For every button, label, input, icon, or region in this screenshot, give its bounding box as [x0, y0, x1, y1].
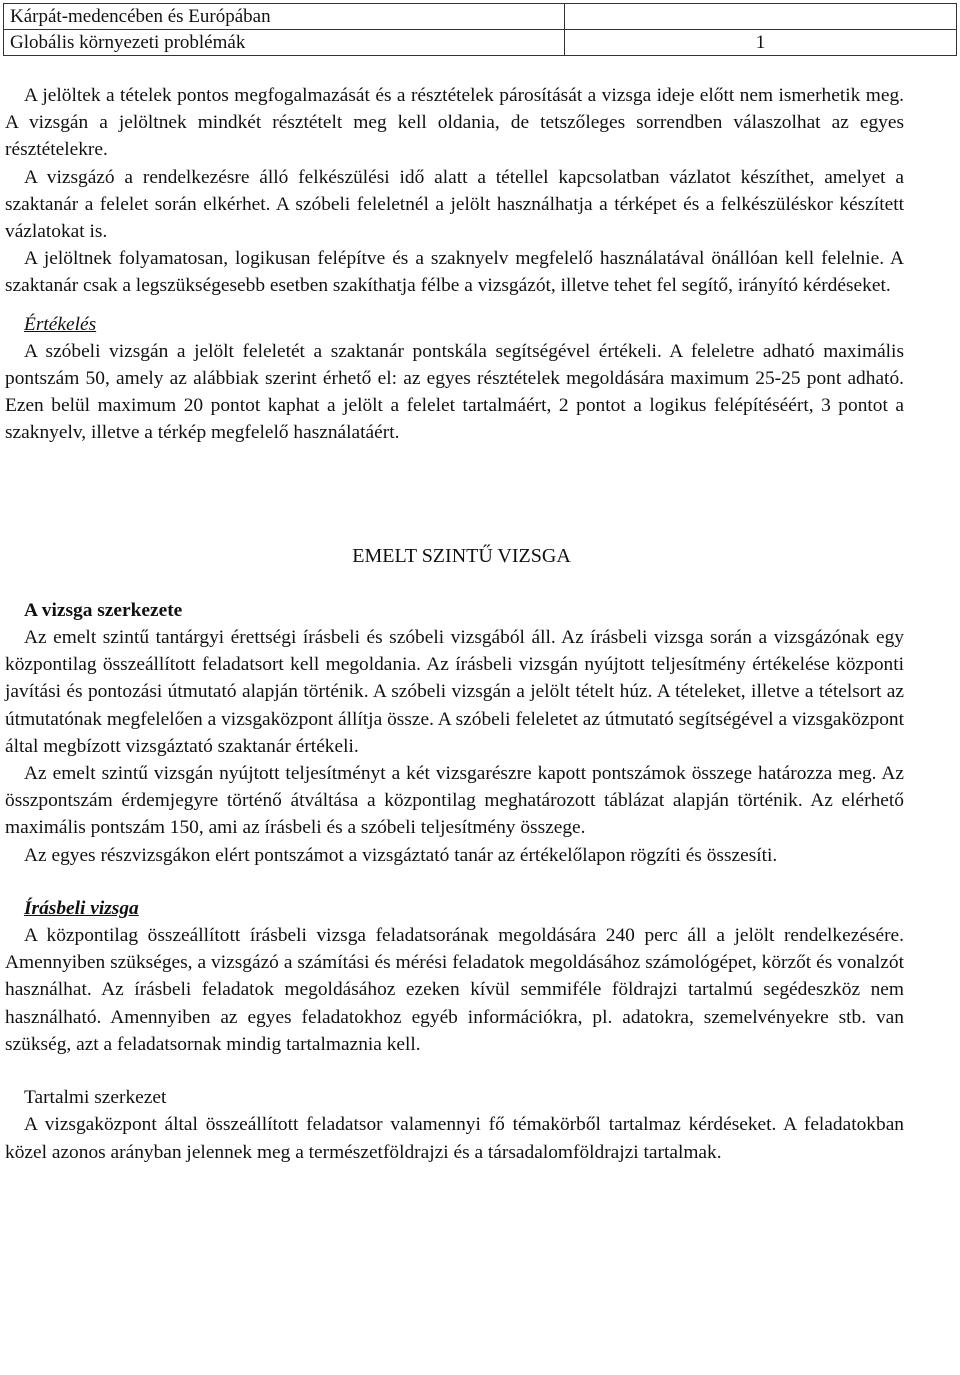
document-body [5, 82, 904, 1166]
paragraph: A szóbeli vizsgán a jelölt feleletét a szaktanár pontskála segítségével értékeli. A feleletre adható maximális pontszám 50, amely az alábbiak szerint érhető el: az egyes résztételek megoldására maximum 25-25 pont adható. Ezen belül maximum 20 pontot kaphat a jelölt a felelet tartalmáért, 2 pontot a logikus felépítéséért, 3 pontot a szaknyelv, illetve a térkép megfelelő használatáért. [5, 340, 904, 444]
paragraph: A vizsgázó a rendelkezésre álló felkészülési idő alatt a tétellel kapcsolatban vázlatot készíthet, amelyet a szaktanár a felelet során elkérhet. A szóbeli feleletnél a jelölt használhatja a térképet és a felkészüléskor készített vázlatokat is. [5, 166, 904, 243]
header-topic-cell: Globális környezeti problémák [4, 30, 565, 56]
section-heading-irasbeli: Írásbeli vizsga [24, 897, 139, 919]
paragraph: A jelöltek a tételek pontos megfogalmazását és a résztételek párosítását a vizsga ideje előtt nem ismerhetik meg. A vizsgán a jelöltnek mindkét résztételt meg kell oldania, de tetszőleges sorrendben válaszolhat az egyes résztételekre. [5, 85, 904, 161]
paragraph: Az egyes részvizsgákon elért pontszámot a vizsgáztató tanár az értékelőlapon rögzíti és összesíti. [24, 844, 778, 866]
header-row [4, 30, 957, 56]
header-empty-cell [565, 4, 957, 30]
header-number-cell: 1 [565, 30, 957, 56]
section-heading-ertekeles: Értékelés [24, 313, 97, 335]
paragraph: A vizsgaközpont által összeállított feladatsor valamennyi fő témakörből tartalmaz kérdéseket. A feladatokban közel azonos arányban jelennek meg a természetföldrajzi és a társadalomföldrajzi tartalmak. [5, 1114, 904, 1163]
section-heading-szerkezet: A vizsga szerkezete [24, 599, 183, 621]
section-heading-tartalmi: Tartalmi szerkezet [24, 1087, 167, 1109]
paragraph: Az emelt szintű tantárgyi érettségi írásbeli és szóbeli vizsgából áll. Az írásbeli vizsga során a vizsgázónak egy központilag összeállított feladatsort kell megoldania. Az írásbeli vizsgán nyújtott teljesítmény értékelése központi javítási és pontozási útmutató alapján történik. A szóbeli vizsgán a jelölt tételt húz. A tételeket, illetve a tételsort az útmutatónak megfelelően a vizsgaközpont állítja össze. A szóbeli feleletet az útmutató segítségével a vizsgaközpont által megbízott vizsgáztató szaktanár értékeli. [5, 627, 904, 757]
section-heading-emelt: EMELT SZINTŰ VIZSGA [352, 544, 571, 567]
paragraph: A központilag összeállított írásbeli vizsga feladatsorának megoldására 240 perc áll a jelölt rendelkezésére. Amennyiben szükséges, a vizsgázó a számítási és mérési feladatok megoldásához számológépet, körzőt és vonalzót használhat. Az írásbeli feladatok megoldásához ezeken kívül semmiféle földrajzi tartalmú segédeszköz nem használható. Amennyiben az egyes feladatokhoz egyéb információkra, pl. adatokra, szemelvényekre stb. van szükség, azt a feladatsornak mindig tartalmaznia kell. [5, 925, 904, 1055]
paragraph: Az emelt szintű vizsgán nyújtott teljesítményt a két vizsgarészre kapott pontszámok összege határozza meg. Az összpontszám érdemjegyre történő átváltása a központilag meghatározott táblázat alapján történik. Az elérhető maximális pontszám 150, ami az írásbeli és a szóbeli teljesítmény összege. [5, 763, 904, 839]
header-table [3, 3, 957, 56]
paragraph: A jelöltnek folyamatosan, logikusan felépítve és a szaknyelv megfelelő használatával önállóan kell felelnie. A szaktanár csak a legszükségesebb esetben szakíthatja félbe a vizsgázót, illetve tehet fel segítő, irányító kérdéseket. [5, 248, 904, 297]
header-row [4, 4, 957, 30]
header-region-cell: Kárpát-medencében és Európában [4, 4, 565, 30]
